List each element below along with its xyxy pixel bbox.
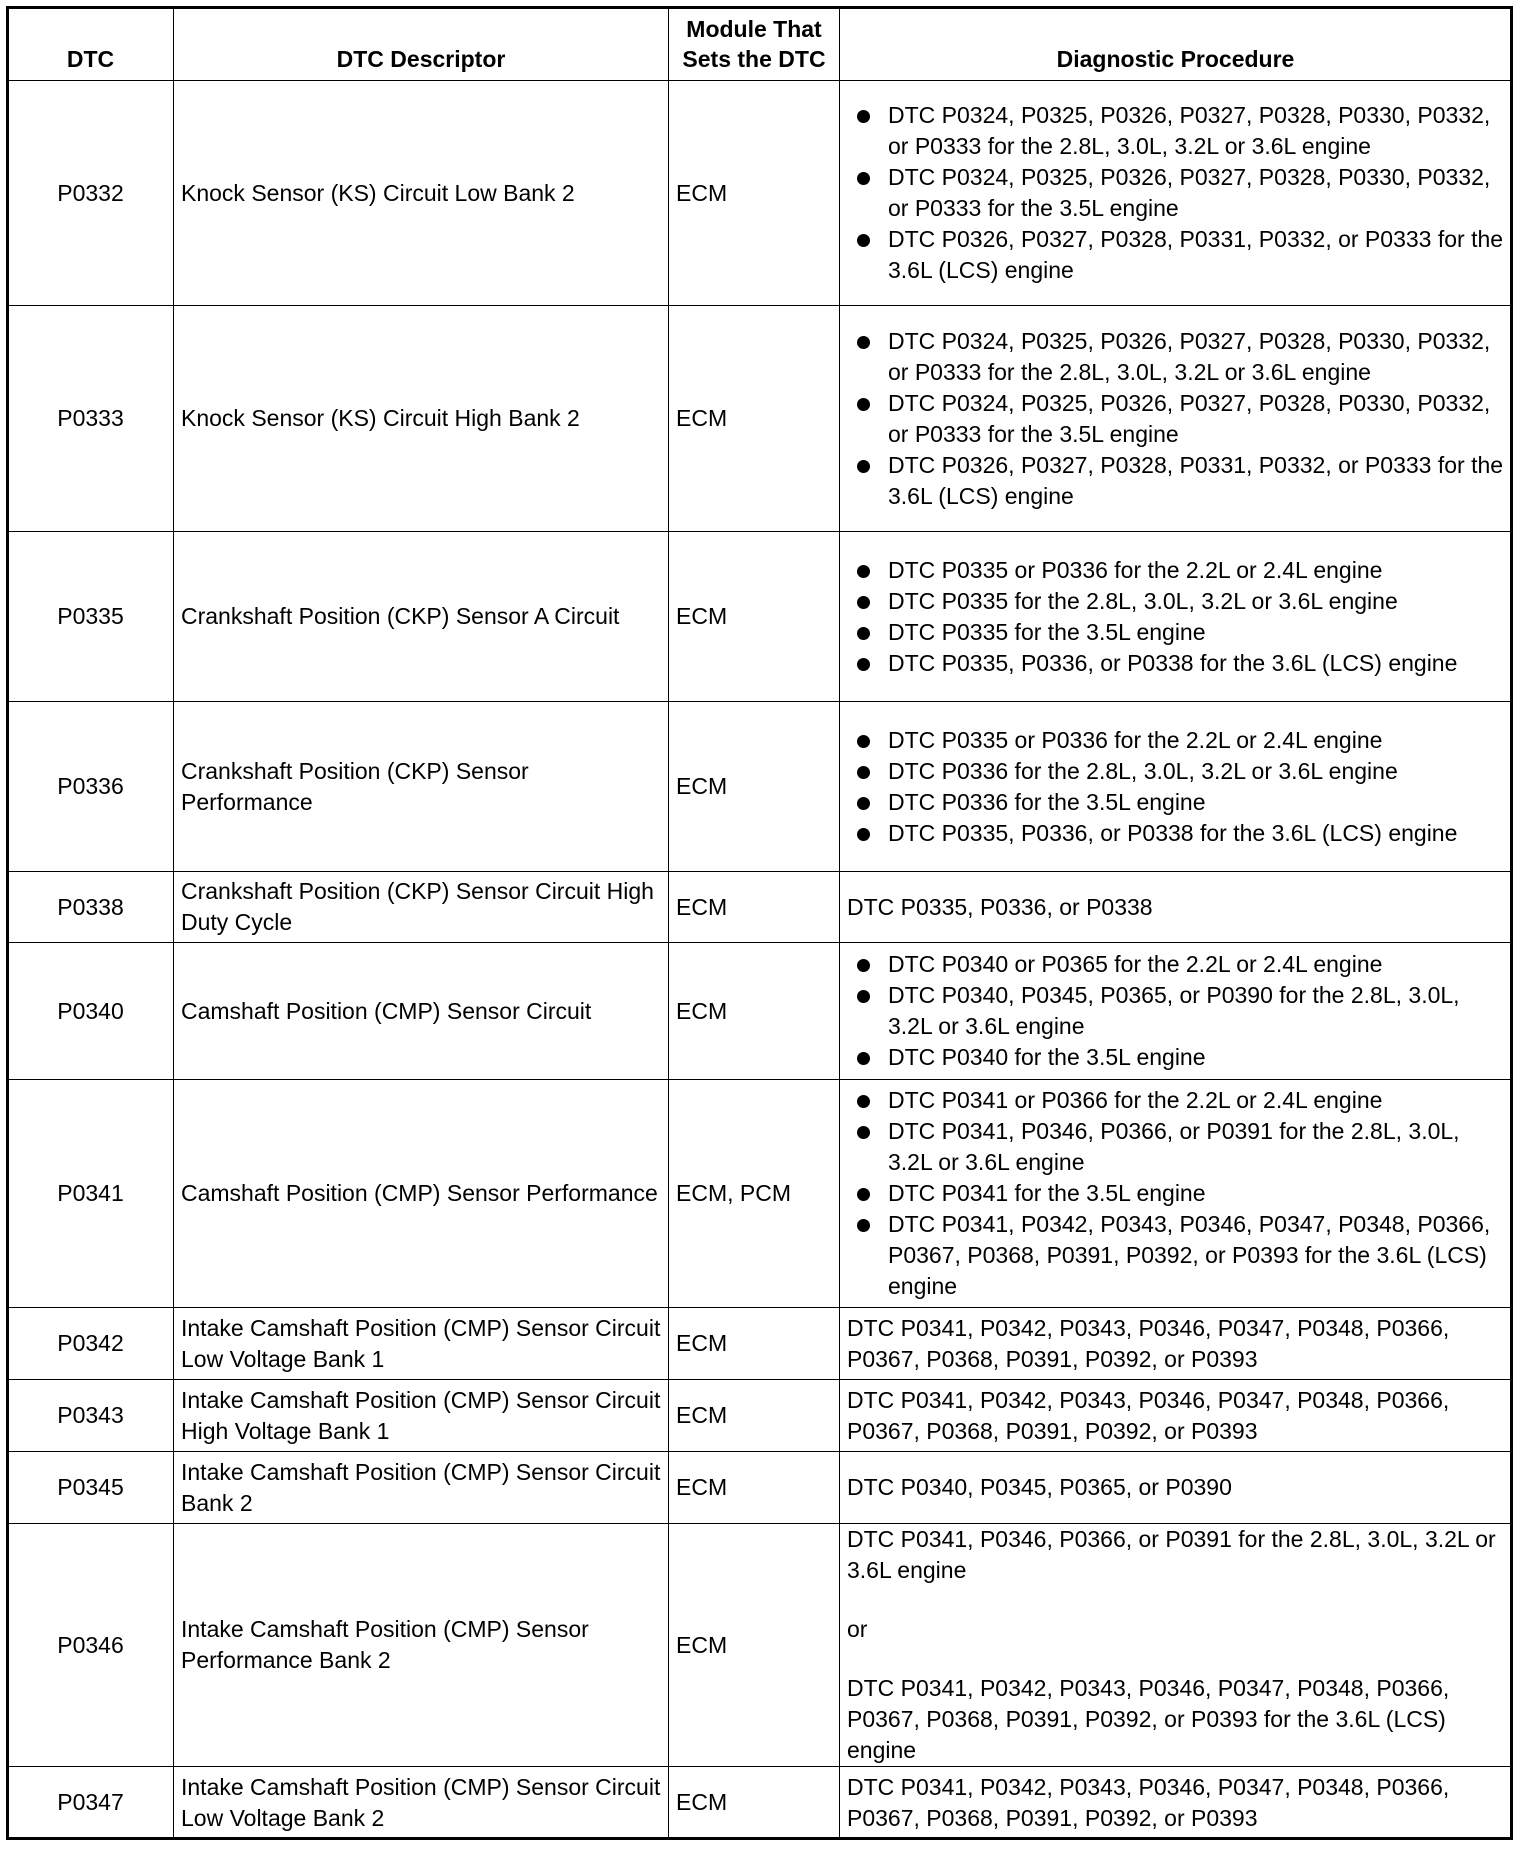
diagnostic-procedure-cell: [840, 1308, 1512, 1380]
module-cell: ECM: [669, 943, 840, 1080]
table-row: [8, 1767, 1512, 1839]
procedure-text: DTC P0341, P0342, P0343, P0346, P0347, P0348, P0366, P0367, P0368, P0391, P0392, or P0393 for the 3.6L (LCS) engine: [847, 1675, 1450, 1763]
procedure-list-item: DTC P0324, P0325, P0326, P0327, P0328, P0330, P0332, or P0333 for the 2.8L, 3.0L, 3.2L or 3.6L engine: [888, 100, 1504, 162]
procedure-list-item: DTC P0335 for the 3.5L engine: [888, 617, 1504, 648]
dtc-code-cell: P0342: [8, 1308, 174, 1380]
procedure-text: DTC P0340, P0345, P0365, or P0390: [847, 1474, 1232, 1500]
dtc-descriptor-cell: Intake Camshaft Position (CMP) Sensor Circuit High Voltage Bank 1: [174, 1380, 669, 1452]
dtc-code-cell: P0345: [8, 1452, 174, 1524]
header-module-line2: Sets the DTC: [682, 46, 826, 72]
procedure-list-item: DTC P0335, P0336, or P0338 for the 3.6L (LCS) engine: [888, 648, 1504, 679]
table-row: [8, 306, 1512, 532]
module-cell: ECM: [669, 1380, 840, 1452]
procedure-list: [847, 949, 1504, 1073]
procedure-list-item: DTC P0335, P0336, or P0338 for the 3.6L (LCS) engine: [888, 818, 1504, 849]
procedure-list-item: DTC P0336 for the 2.8L, 3.0L, 3.2L or 3.6L engine: [888, 756, 1504, 787]
dtc-descriptor-cell: Intake Camshaft Position (CMP) Sensor Circuit Bank 2: [174, 1452, 669, 1524]
header-dtc: DTC: [8, 8, 174, 81]
procedure-text: or: [847, 1616, 868, 1642]
procedure-list-item: DTC P0335 or P0336 for the 2.2L or 2.4L engine: [888, 555, 1504, 586]
module-cell: ECM: [669, 702, 840, 872]
dtc-code-cell: P0343: [8, 1380, 174, 1452]
procedure-text: DTC P0341, P0346, P0366, or P0391 for the 2.8L, 3.0L, 3.2L or 3.6L engine: [847, 1526, 1496, 1583]
header-dtc-descriptor: DTC Descriptor: [174, 8, 669, 81]
dtc-descriptor-cell: Crankshaft Position (CKP) Sensor A Circuit: [174, 532, 669, 702]
dtc-code-cell: P0347: [8, 1767, 174, 1839]
module-cell: ECM: [669, 306, 840, 532]
header-diagnostic-procedure: Diagnostic Procedure: [840, 8, 1512, 81]
module-cell: ECM: [669, 532, 840, 702]
dtc-code-cell: P0346: [8, 1524, 174, 1767]
table-body: [8, 81, 1512, 1839]
dtc-code-cell: P0338: [8, 872, 174, 943]
diagnostic-procedure-cell: [840, 1767, 1512, 1839]
table-row: [8, 943, 1512, 1080]
module-cell: ECM: [669, 1767, 840, 1839]
dtc-code-cell: P0335: [8, 532, 174, 702]
dtc-table: [7, 7, 1512, 1839]
diagnostic-procedure-cell: [840, 1080, 1512, 1308]
procedure-list: [847, 1085, 1504, 1302]
table-row: [8, 81, 1512, 306]
procedure-list-item: DTC P0341 or P0366 for the 2.2L or 2.4L engine: [888, 1085, 1504, 1116]
table-row: [8, 532, 1512, 702]
table-row: [8, 1308, 1512, 1380]
header-module-line1: Module That: [686, 16, 822, 42]
procedure-list-item: DTC P0341, P0342, P0343, P0346, P0347, P0348, P0366, P0367, P0368, P0391, P0392, or P0393 for the 3.6L (LCS) engine: [888, 1209, 1504, 1302]
procedure-list-item: DTC P0341, P0346, P0366, or P0391 for the 2.8L, 3.0L, 3.2L or 3.6L engine: [888, 1116, 1504, 1178]
procedure-list-item: DTC P0340, P0345, P0365, or P0390 for the 2.8L, 3.0L, 3.2L or 3.6L engine: [888, 980, 1504, 1042]
table-row: [8, 1452, 1512, 1524]
table-row: [8, 702, 1512, 872]
procedure-text: DTC P0341, P0342, P0343, P0346, P0347, P0348, P0366, P0367, P0368, P0391, P0392, or P0393: [847, 1773, 1450, 1831]
dtc-descriptor-cell: Intake Camshaft Position (CMP) Sensor Circuit Low Voltage Bank 2: [174, 1767, 669, 1839]
diagnostic-procedure-cell: [840, 1380, 1512, 1452]
module-cell: ECM: [669, 1308, 840, 1380]
diagnostic-procedure-cell: [840, 306, 1512, 532]
module-cell: ECM: [669, 1452, 840, 1524]
procedure-list: [847, 725, 1504, 849]
procedure-text: DTC P0341, P0342, P0343, P0346, P0347, P0348, P0366, P0367, P0368, P0391, P0392, or P0393: [847, 1386, 1450, 1444]
table-row: [8, 872, 1512, 943]
diagnostic-procedure-cell: [840, 532, 1512, 702]
module-cell: ECM: [669, 81, 840, 306]
dtc-descriptor-cell: Crankshaft Position (CKP) Sensor Circuit High Duty Cycle: [174, 872, 669, 943]
procedure-list-item: DTC P0335 for the 2.8L, 3.0L, 3.2L or 3.6L engine: [888, 586, 1504, 617]
procedure-list-item: DTC P0326, P0327, P0328, P0331, P0332, or P0333 for the 3.6L (LCS) engine: [888, 224, 1504, 286]
dtc-descriptor-cell: Knock Sensor (KS) Circuit Low Bank 2: [174, 81, 669, 306]
dtc-code-cell: P0336: [8, 702, 174, 872]
dtc-descriptor-cell: Knock Sensor (KS) Circuit High Bank 2: [174, 306, 669, 532]
diagnostic-procedure-cell: [840, 1452, 1512, 1524]
module-cell: ECM: [669, 1524, 840, 1767]
header-module: [669, 8, 840, 81]
procedure-list-item: DTC P0340 or P0365 for the 2.2L or 2.4L engine: [888, 949, 1504, 980]
diagnostic-procedure-cell: [840, 81, 1512, 306]
diagnostic-procedure-cell: [840, 872, 1512, 943]
dtc-descriptor-cell: Camshaft Position (CMP) Sensor Performance: [174, 1080, 669, 1308]
diagnostic-procedure-cell: [840, 702, 1512, 872]
procedure-text: DTC P0335, P0336, or P0338: [847, 893, 1153, 920]
table-row: [8, 1380, 1512, 1452]
procedure-list-item: DTC P0341 for the 3.5L engine: [888, 1178, 1504, 1209]
table-header-row: [8, 8, 1512, 81]
procedure-list-item: DTC P0324, P0325, P0326, P0327, P0328, P0330, P0332, or P0333 for the 3.5L engine: [888, 388, 1504, 450]
procedure-list: [847, 100, 1504, 286]
procedure-text: DTC P0341, P0342, P0343, P0346, P0347, P0348, P0366, P0367, P0368, P0391, P0392, or P0393: [847, 1314, 1450, 1372]
procedure-list-item: DTC P0336 for the 3.5L engine: [888, 787, 1504, 818]
dtc-code-cell: P0340: [8, 943, 174, 1080]
module-cell: ECM, PCM: [669, 1080, 840, 1308]
procedure-list-item: DTC P0324, P0325, P0326, P0327, P0328, P0330, P0332, or P0333 for the 3.5L engine: [888, 162, 1504, 224]
dtc-descriptor-cell: Crankshaft Position (CKP) Sensor Performance: [174, 702, 669, 872]
procedure-list-item: DTC P0324, P0325, P0326, P0327, P0328, P0330, P0332, or P0333 for the 2.8L, 3.0L, 3.2L or 3.6L engine: [888, 326, 1504, 388]
diagnostic-procedure-cell: [840, 943, 1512, 1080]
table-row: [8, 1524, 1512, 1767]
dtc-code-cell: P0341: [8, 1080, 174, 1308]
diagnostic-procedure-cell: [840, 1524, 1512, 1767]
dtc-descriptor-cell: Camshaft Position (CMP) Sensor Circuit: [174, 943, 669, 1080]
procedure-list-item: DTC P0340 for the 3.5L engine: [888, 1042, 1504, 1073]
procedure-list-item: DTC P0326, P0327, P0328, P0331, P0332, or P0333 for the 3.6L (LCS) engine: [888, 450, 1504, 512]
table-row: [8, 1080, 1512, 1308]
dtc-code-cell: P0333: [8, 306, 174, 532]
module-cell: ECM: [669, 872, 840, 943]
dtc-code-cell: P0332: [8, 81, 174, 306]
procedure-list-item: DTC P0335 or P0336 for the 2.2L or 2.4L engine: [888, 725, 1504, 756]
procedure-list: [847, 326, 1504, 512]
dtc-descriptor-cell: Intake Camshaft Position (CMP) Sensor Circuit Low Voltage Bank 1: [174, 1308, 669, 1380]
dtc-descriptor-cell: Intake Camshaft Position (CMP) Sensor Performance Bank 2: [174, 1524, 669, 1767]
procedure-list: [847, 555, 1504, 679]
